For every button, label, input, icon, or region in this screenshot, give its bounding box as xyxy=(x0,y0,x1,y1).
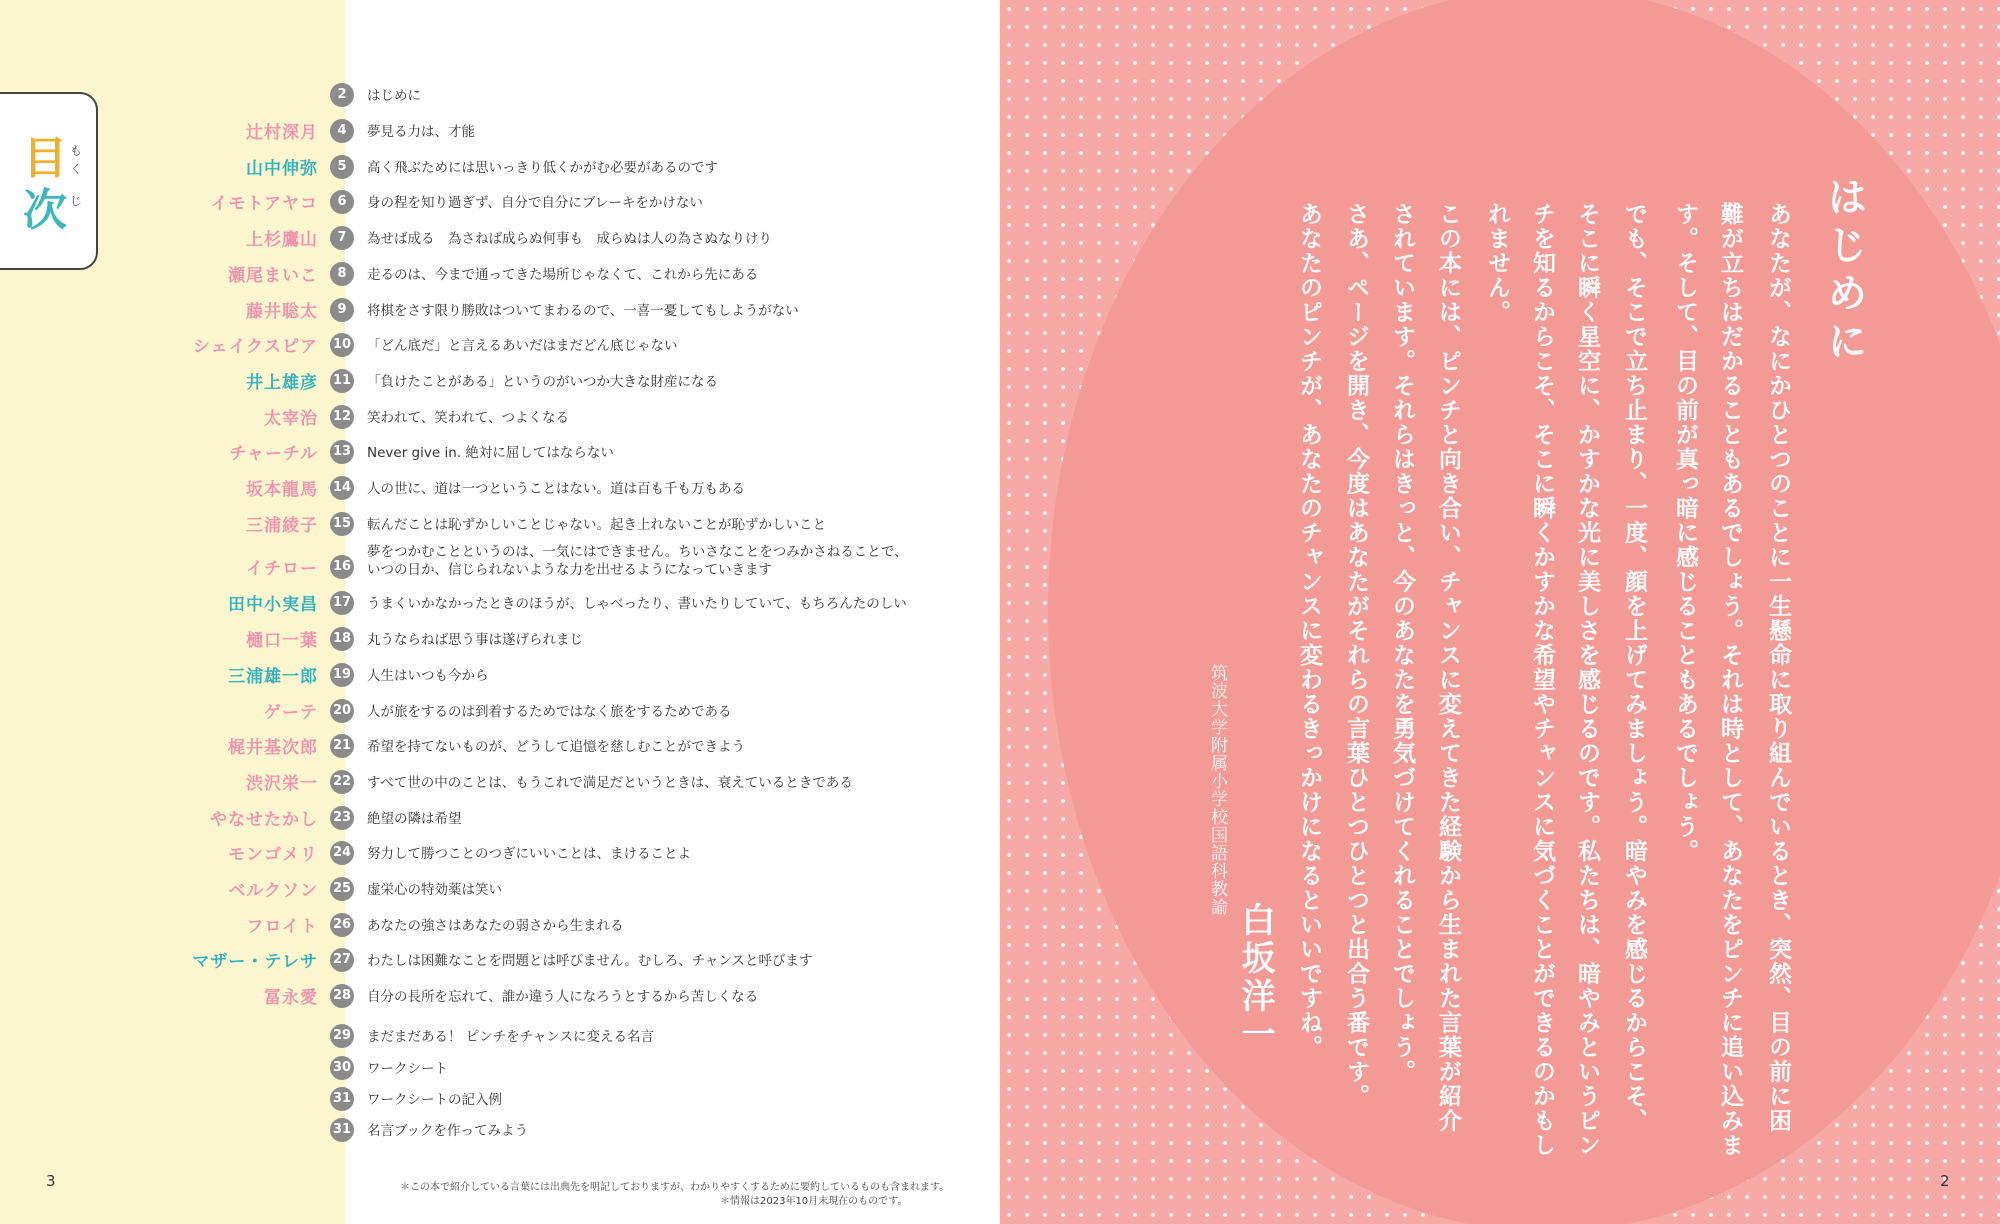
toc-row[interactable] xyxy=(0,798,1000,834)
toc-row[interactable] xyxy=(0,583,1000,619)
toc-author: シェイクスピア xyxy=(192,337,318,358)
toc-row-extra[interactable] xyxy=(0,1021,1000,1051)
footnote-2: ＊情報は2023年10月末現在のものです。 xyxy=(720,1196,908,1207)
toc-title xyxy=(367,227,772,247)
toc-row[interactable] xyxy=(0,976,1000,1012)
toc-title-line: 絶望の隣は希望 xyxy=(367,810,462,827)
toc-author: 太宰治 xyxy=(264,408,318,429)
toc-row[interactable] xyxy=(0,397,1000,433)
toc-title xyxy=(367,985,758,1005)
toc-title: はじめに xyxy=(367,88,421,104)
toc-author: 冨永愛 xyxy=(264,988,318,1009)
toc-author: 田中小実昌 xyxy=(228,595,318,616)
page-badge: 24 xyxy=(330,841,354,865)
page-badge: 8 xyxy=(330,262,354,286)
page-badge: 22 xyxy=(330,770,354,794)
toc-title xyxy=(367,842,691,862)
page-badge: 16 xyxy=(330,555,354,579)
intro-title: はじめに xyxy=(1821,176,1867,368)
toc-row[interactable] xyxy=(0,833,1000,869)
toc-row[interactable] xyxy=(0,468,1000,504)
toc-title xyxy=(367,191,703,211)
toc-title-line: うまくいかなかったときのほうが、しゃべったり、書いたりしていて、もちろんたのしい xyxy=(367,596,907,613)
toc-row[interactable] xyxy=(0,691,1000,727)
toc-title xyxy=(367,370,718,390)
toc-row[interactable] xyxy=(0,869,1000,905)
toc-title-line: 夢をつかむことというのは、一気にはできません。ちいさなことをつみかさねることで、 xyxy=(367,544,908,561)
toc-title xyxy=(367,156,718,176)
toc-title: ワークシート xyxy=(367,1061,448,1077)
mokuji-ruby-3: じ xyxy=(70,194,83,208)
author-role: 筑波大学附属小学校国語科教諭 xyxy=(1207,664,1227,916)
toc-author: 三浦雄一郎 xyxy=(228,666,318,687)
toc-row[interactable] xyxy=(0,905,1000,941)
toc-author: 瀬尾まいこ xyxy=(228,265,318,286)
toc-author: 井上雄彦 xyxy=(246,372,318,393)
toc-row[interactable] xyxy=(0,111,1000,147)
toc-row[interactable] xyxy=(0,254,1000,290)
intro-line: そこに瞬く星空に、かすかな光に美しさを感じるのです。私たちは、暗やみというピン xyxy=(1574,202,1600,1158)
toc-title-line: 虚栄心の特効薬は笑い xyxy=(367,882,502,898)
page-badge: 31 xyxy=(330,1087,354,1111)
footnote-1: ＊この本で紹介している言葉には出典先を明記しておりますが、わかりやすくするために要約しているものも含まれます。 xyxy=(400,1182,950,1193)
toc-row[interactable] xyxy=(0,504,1000,540)
page-badge: 13 xyxy=(330,440,354,464)
toc-title xyxy=(367,949,813,969)
toc-title-line: 希望を持てないものが、どうして追憶を慈しむことができよう xyxy=(367,739,745,756)
toc-row[interactable] xyxy=(0,726,1000,762)
toc-author: 山中伸弥 xyxy=(246,158,318,179)
page-badge: 29 xyxy=(330,1024,354,1048)
toc-title-line: 自分の長所を忘れて、誰か違う人になろうとするから苦しくなる xyxy=(367,989,759,1006)
intro-line: この本には、ピンチと向き合い、チャンスに変えてきた経験から生まれた言葉が紹介 xyxy=(1435,202,1461,1133)
toc-title xyxy=(367,441,614,461)
page-number-left: 3 xyxy=(46,1172,56,1190)
mokuji-ruby-1: も xyxy=(70,144,83,158)
toc-title-line: 夢見る力は、才能 xyxy=(367,124,475,140)
toc-row-extra[interactable] xyxy=(0,1084,1000,1114)
toc-title-line: 笑われて、笑われて、つよくなる xyxy=(367,409,569,426)
page-badge: 30 xyxy=(330,1056,354,1080)
toc-title-line: 人の世に、道は一つということはない。道は百も千も万もある xyxy=(367,481,745,497)
toc-author: マザー・テレサ xyxy=(192,952,318,973)
page-badge: 20 xyxy=(330,699,354,723)
intro-line: されています。それらはきっと、今のあなたを勇気づけてくれることでしょう。 xyxy=(1389,202,1415,1084)
mokuji-char-2: 次 xyxy=(23,185,67,236)
toc-author: ゲーテ xyxy=(264,702,318,723)
page-badge: 6 xyxy=(330,190,354,214)
toc-title xyxy=(367,334,678,354)
toc-row[interactable] xyxy=(0,182,1000,218)
toc-title-line: 身の程を知り過ぎず、自分で自分にブレーキをかけない xyxy=(367,195,703,212)
page-badge: 23 xyxy=(330,806,354,830)
toc-row[interactable] xyxy=(0,619,1000,655)
toc-title: まだまだある！ ピンチをチャンスに変える名言 xyxy=(367,1029,654,1045)
toc-title-line: 努力して勝つことのつぎにいいことは、まけることよ xyxy=(367,846,691,863)
toc-title xyxy=(367,664,489,684)
toc-row-intro[interactable] xyxy=(0,75,1000,111)
toc-title xyxy=(367,592,907,612)
toc-author: やなせたかし xyxy=(210,809,318,830)
toc-title-line: あなたの強さはあなたの弱さから生まれる xyxy=(367,917,624,934)
toc-author: 上杉鷹山 xyxy=(246,230,318,251)
page-badge: 15 xyxy=(330,512,354,536)
page-badge: 21 xyxy=(330,734,354,758)
toc-title: ワークシートの記入例 xyxy=(367,1092,502,1108)
toc-row[interactable] xyxy=(0,290,1000,326)
toc-author: イモトアヤコ xyxy=(210,194,318,215)
toc-row[interactable] xyxy=(0,325,1000,361)
toc-title: 名言ブックを作ってみよう xyxy=(367,1123,529,1139)
toc-row[interactable] xyxy=(0,940,1000,976)
right-page-intro xyxy=(1000,0,2000,1224)
toc-author: ベルクソン xyxy=(228,881,318,901)
page-badge: 12 xyxy=(330,405,354,429)
toc-title xyxy=(367,735,745,755)
toc-title xyxy=(367,120,475,140)
page-badge: 14 xyxy=(330,476,354,500)
toc-title xyxy=(367,406,569,426)
page-badge: 27 xyxy=(330,948,354,972)
page-badge: 7 xyxy=(330,226,354,250)
toc-title-line: 転んだことは恥ずかしいことじゃない。起き上れないことが恥ずかしいこと xyxy=(367,516,826,533)
mokuji-ruby-2: く xyxy=(70,162,83,176)
toc-title xyxy=(367,878,502,898)
toc-row[interactable] xyxy=(0,361,1000,397)
page-badge: 31 xyxy=(330,1118,354,1142)
toc-author: 梶井基次郎 xyxy=(228,738,318,759)
toc-title xyxy=(367,513,826,533)
intro-line: あなたのピンチが、あなたのチャンスに変わるきっかけになるといいですね。 xyxy=(1296,202,1322,1060)
page-badge: 4 xyxy=(330,119,354,143)
intro-line: 難が立ちはだかることもあるでしょう。それは時として、あなたをピンチに追い込みま xyxy=(1717,202,1743,1158)
toc-author: 渋沢栄一 xyxy=(246,773,318,794)
toc-author: チャーチル xyxy=(229,444,318,465)
page-badge: 28 xyxy=(330,984,354,1008)
toc-title xyxy=(367,700,732,720)
toc-title-line: わたしは困難なことを問題とは呼びません。むしろ、チャンスと呼びます xyxy=(367,953,813,970)
toc-title xyxy=(367,543,908,579)
toc-row[interactable] xyxy=(0,655,1000,691)
intro-line: でも、そこで立ち止まり、一度、顔を上げてみましょう。暗やみを感じるからこそ、 xyxy=(1621,202,1647,1133)
toc-author: 三浦綾子 xyxy=(246,515,318,536)
toc-row[interactable] xyxy=(0,432,1000,468)
toc-row[interactable] xyxy=(0,147,1000,183)
page-badge: 5 xyxy=(330,155,354,179)
toc-title-line: 走るのは、今まで通ってきた場所じゃなくて、これから先にある xyxy=(367,266,759,283)
toc-author: 樋口一葉 xyxy=(246,631,318,652)
toc-row[interactable] xyxy=(0,539,1000,583)
mokuji-char-1: 目 xyxy=(23,133,67,184)
toc-row-extra[interactable] xyxy=(0,1053,1000,1083)
toc-row[interactable] xyxy=(0,762,1000,798)
toc-author: 藤井聡太 xyxy=(246,301,318,322)
page-badge: 19 xyxy=(330,663,354,687)
toc-title-line: 「負けたことがある」というのがいつか大きな財産になる xyxy=(367,373,718,390)
toc-author: イチロー xyxy=(246,559,318,580)
toc-title-line: いつの日か、信じられないような力を出せるようになっていきます xyxy=(367,562,772,579)
page-badge: 25 xyxy=(330,877,354,901)
toc-row[interactable] xyxy=(0,218,1000,254)
toc-title-line: すべて世の中のことは、もうこれで満足だというときは、衰えているときである xyxy=(367,774,853,791)
intro-line: れません。 xyxy=(1484,202,1510,325)
toc-row-extra[interactable] xyxy=(0,1115,1000,1145)
toc-author: 坂本龍馬 xyxy=(246,480,318,500)
toc-title-line: 「どん底だ」と言えるあいだはまだどん底じゃない xyxy=(367,338,678,355)
toc-title xyxy=(367,477,745,497)
toc-title xyxy=(367,807,462,827)
toc-title-line: 人が旅をするのは到着するためではなく旅をするためである xyxy=(367,703,732,720)
page-badge: 10 xyxy=(330,333,354,357)
toc-title xyxy=(367,628,583,648)
intro-line: す。そして、目の前が真っ暗に感じることもあるでしょう。 xyxy=(1672,202,1698,864)
toc-title-line: 丸うならねば思う事は遂げられまじ xyxy=(367,632,583,649)
author-name: 白坂洋一 xyxy=(1235,902,1275,1054)
toc-title xyxy=(367,771,853,791)
page-badge: 18 xyxy=(330,627,354,651)
toc-author: 辻村深月 xyxy=(246,123,318,143)
intro-line: あなたが、なにかひとつのことに一生懸命に取り組んでいるとき、突然、目の前に困 xyxy=(1765,202,1791,1133)
toc-title xyxy=(367,914,624,934)
intro-line: チを知るからこそ、そこに瞬くかすかな希望やチャンスに気づくことができるのかもし xyxy=(1529,202,1555,1158)
page-badge: 2 xyxy=(330,83,354,107)
toc-title-line: 為せば成る 為さねば成らぬ何事も 成らぬは人の為さぬなりけり xyxy=(367,231,772,248)
toc-title xyxy=(367,263,758,283)
toc-title xyxy=(367,299,799,319)
toc-title-line: Never give in. 絶対に屈してはならない xyxy=(367,445,614,462)
toc-author: モンゴメリ xyxy=(228,845,318,866)
page-badge: 17 xyxy=(330,591,354,615)
page-badge: 11 xyxy=(330,369,354,393)
toc-author: フロイト xyxy=(246,916,318,937)
toc-title-line: 人生はいつも今から xyxy=(367,667,489,684)
page-badge: 26 xyxy=(330,913,354,937)
page-number-right: 2 xyxy=(1940,1172,1950,1190)
toc-title-line: 将棋をさす限り勝敗はついてまわるので、一喜一憂してもしようがない xyxy=(367,302,799,319)
toc-title-line: 高く飛ぶためには思いっきり低くかがむ必要があるのです xyxy=(367,159,718,176)
intro-line: さあ、ページを開き、今度はあなたがそれらの言葉ひとつひとつと出合う番です。 xyxy=(1343,202,1369,1109)
page-badge: 9 xyxy=(330,298,354,322)
